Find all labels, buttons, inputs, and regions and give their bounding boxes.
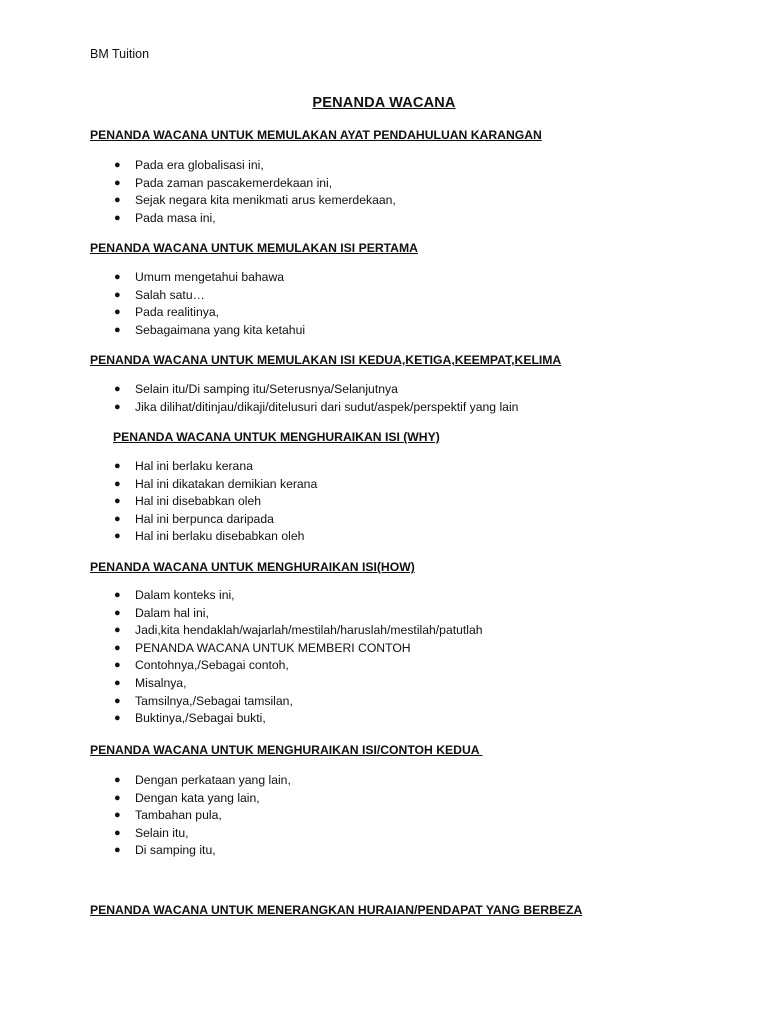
bullet-icon: ● <box>114 774 121 786</box>
list-item: ● Di samping itu, <box>90 842 291 860</box>
page-header: BM Tuition <box>90 47 150 61</box>
bullet-icon: ● <box>114 530 121 543</box>
section-heading-contoh-kedua: PENANDA WACANA UNTUK MENGHURAIKAN ISI/CONTOH KEDUA <box>90 743 483 757</box>
list-pendahuluan <box>90 157 396 227</box>
list-item: ● Pada era globalisasi ini, <box>90 157 396 175</box>
list-item: ● Misalnya, <box>90 675 483 693</box>
list-item: ● Tamsilnya,/Sebagai tamsilan, <box>90 693 483 711</box>
list-item: ● Pada realitinya, <box>90 304 305 322</box>
bullet-icon: ● <box>114 659 121 672</box>
list-item: ● Selain itu, <box>90 825 291 843</box>
list-item: ● Jadi,kita hendaklah/wajarlah/mestilah/haruslah/mestilah/patutlah <box>90 622 483 640</box>
bullet-icon: ● <box>114 306 121 319</box>
section-heading-pendapat-berbeza: PENANDA WACANA UNTUK MENERANGKAN HURAIAN/PENDAPAT YANG BERBEZA <box>90 903 583 917</box>
bullet-icon: ● <box>114 641 121 654</box>
bullet-icon: ● <box>114 589 121 601</box>
list-item: ● Hal ini berpunca daripada <box>90 511 317 529</box>
list-contoh-kedua <box>90 772 291 860</box>
bullet-icon: ● <box>114 460 121 472</box>
section-heading-how: PENANDA WACANA UNTUK MENGHURAIKAN ISI(HOW) <box>90 560 415 574</box>
list-why <box>90 458 317 546</box>
section-heading-pendahuluan: PENANDA WACANA UNTUK MEMULAKAN AYAT PENDAHULUAN KARANGAN <box>90 128 542 142</box>
bullet-icon: ● <box>114 400 121 413</box>
list-item: ● Dengan perkataan yang lain, <box>90 772 291 790</box>
bullet-icon: ● <box>114 712 121 725</box>
bullet-icon: ● <box>114 159 121 171</box>
list-item: ● Buktinya,/Sebagai bukti, <box>90 710 483 728</box>
bullet-icon: ● <box>114 323 121 336</box>
list-item: ● Hal ini disebabkan oleh <box>90 493 317 511</box>
bullet-icon: ● <box>114 288 121 301</box>
bullet-icon: ● <box>114 383 121 395</box>
section-heading-why: PENANDA WACANA UNTUK MENGHURAIKAN ISI (WHY) <box>113 430 440 444</box>
list-item: ● Pada masa ini, <box>90 210 396 228</box>
bullet-icon: ● <box>114 694 121 707</box>
list-item: ● Contohnya,/Sebagai contoh, <box>90 657 483 675</box>
bullet-icon: ● <box>114 606 121 619</box>
list-isi-kedua <box>90 381 518 416</box>
list-item: ● Sejak negara kita menikmati arus kemerdekaan, <box>90 192 396 210</box>
list-item: ● Hal ini dikatakan demikian kerana <box>90 476 317 494</box>
list-item: ● Dengan kata yang lain, <box>90 790 291 808</box>
bullet-icon: ● <box>114 624 121 637</box>
list-item: ● Salah satu… <box>90 287 305 305</box>
list-item: ● Hal ini berlaku kerana <box>90 458 317 476</box>
list-item: ● Hal ini berlaku disebabkan oleh <box>90 528 317 546</box>
list-item: ● Dalam konteks ini, <box>90 587 483 605</box>
list-item: ● Tambahan pula, <box>90 807 291 825</box>
list-how <box>90 587 483 728</box>
list-item: ● Pada zaman pascakemerdekaan ini, <box>90 175 396 193</box>
bullet-icon: ● <box>114 176 121 189</box>
bullet-icon: ● <box>114 211 121 224</box>
bullet-icon: ● <box>114 271 121 283</box>
bullet-icon: ● <box>114 477 121 490</box>
list-item: ● Umum mengetahui bahawa <box>90 269 305 287</box>
list-item: ● Sebagaimana yang kita ketahui <box>90 322 305 340</box>
list-item: ● PENANDA WACANA UNTUK MEMBERI CONTOH <box>90 640 483 658</box>
list-item: ● Jika dilihat/ditinjau/dikaji/ditelusuri dari sudut/aspek/perspektif yang lain <box>90 399 518 417</box>
bullet-icon: ● <box>114 809 121 822</box>
section-heading-isi-kedua: PENANDA WACANA UNTUK MEMULAKAN ISI KEDUA,KETIGA,KEEMPAT,KELIMA <box>90 353 562 367</box>
list-item: ● Dalam hal ini, <box>90 605 483 623</box>
list-item: ● Selain itu/Di samping itu/Seterusnya/Selanjutnya <box>90 381 518 399</box>
bullet-icon: ● <box>114 826 121 839</box>
bullet-icon: ● <box>114 844 121 857</box>
bullet-icon: ● <box>114 495 121 508</box>
bullet-icon: ● <box>114 676 121 689</box>
section-heading-isi-pertama: PENANDA WACANA UNTUK MEMULAKAN ISI PERTAMA <box>90 241 418 255</box>
bullet-icon: ● <box>114 791 121 804</box>
list-isi-pertama <box>90 269 305 339</box>
bullet-icon: ● <box>114 512 121 525</box>
page-title: PENANDA WACANA <box>312 95 456 111</box>
bullet-icon: ● <box>114 194 121 207</box>
